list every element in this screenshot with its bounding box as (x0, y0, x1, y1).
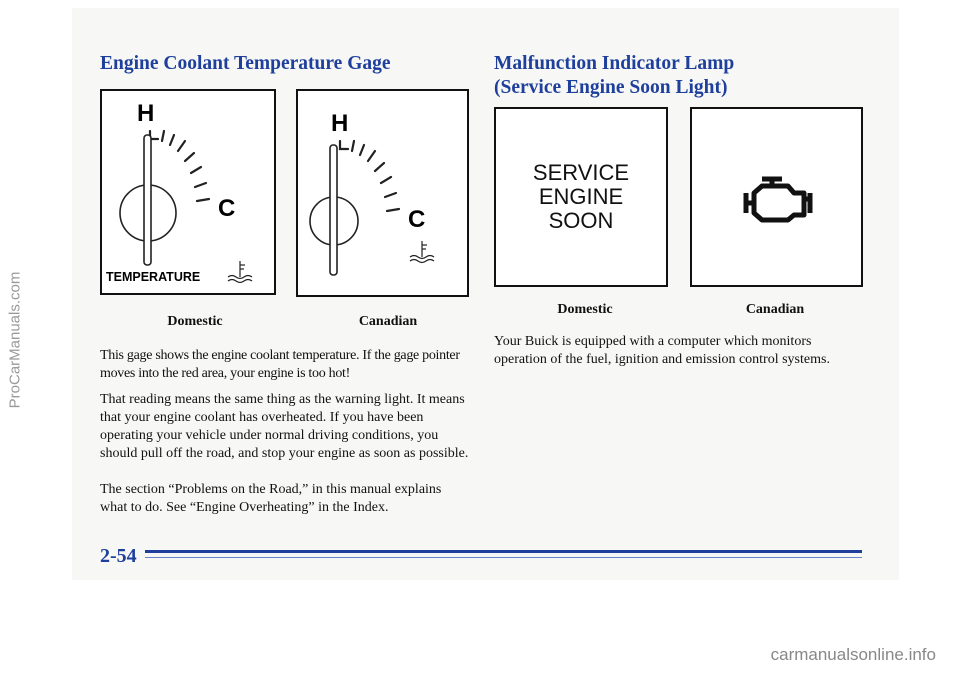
domestic-temperature-gage (100, 89, 276, 295)
service-engine-soon-text: SERVICE ENGINE SOON (532, 160, 630, 233)
gage-pointer (330, 145, 337, 275)
malfunction-lamp-heading (494, 52, 734, 100)
coolant-thermometer-icon (410, 241, 434, 263)
domestic-lamp-caption: Domestic (557, 302, 613, 317)
footer-watermark: carmanualsonline.info (770, 645, 936, 664)
malfunction-lamp-heading-line2: (Service Engine Soon Light) (494, 77, 728, 98)
canadian-gage-caption: Canadian (358, 314, 418, 329)
coolant-paragraph-1: This gage shows the engine coolant temperature. If the gage pointer moves into the red area, your engine is too hot! (100, 348, 460, 381)
coolant-thermometer-icon (228, 261, 252, 283)
engine-icon (692, 109, 861, 285)
coolant-gage-heading: Engine Coolant Temperature Gage (100, 53, 391, 74)
malfunction-lamp-paragraph: Your Buick is equipped with a computer which monitors operation of the fuel, ignition and emission control systems. (494, 334, 830, 367)
gage-cold-label: C (218, 195, 236, 222)
gage-scale-ticks (340, 141, 399, 211)
footer-rule-thin (145, 557, 862, 558)
gage-cold-label: C (408, 206, 426, 233)
canadian-lamp-caption: Canadian (745, 302, 805, 317)
canadian-temperature-gage (296, 89, 469, 297)
gage-pointer (144, 135, 151, 265)
malfunction-lamp-heading-line1: Malfunction Indicator Lamp (494, 53, 735, 74)
domestic-gage-caption: Domestic (167, 314, 223, 329)
gage-hot-label: H (137, 100, 155, 127)
coolant-paragraph-2: That reading means the same thing as the warning light. It means that your engine coolant has overheated. If you have been operating your vehicle under normal driving conditions, you should pull off the road, and stop your engine as soon as possible. (100, 392, 469, 461)
page-number: 2-54 (100, 545, 137, 567)
gage-hot-label: H (331, 110, 349, 137)
gage-temperature-label: TEMPERATURE (106, 270, 201, 284)
domestic-service-engine-lamp (494, 107, 668, 287)
coolant-paragraph-3: The section “Problems on the Road,” in this manual explains what to do. See “Engine Overheating” in the Index. (100, 482, 442, 515)
canadian-service-engine-lamp (690, 107, 863, 287)
footer-rule (145, 550, 862, 553)
sidebar-watermark: ProCarManuals.com (6, 271, 24, 409)
gage-scale-ticks (150, 131, 209, 201)
